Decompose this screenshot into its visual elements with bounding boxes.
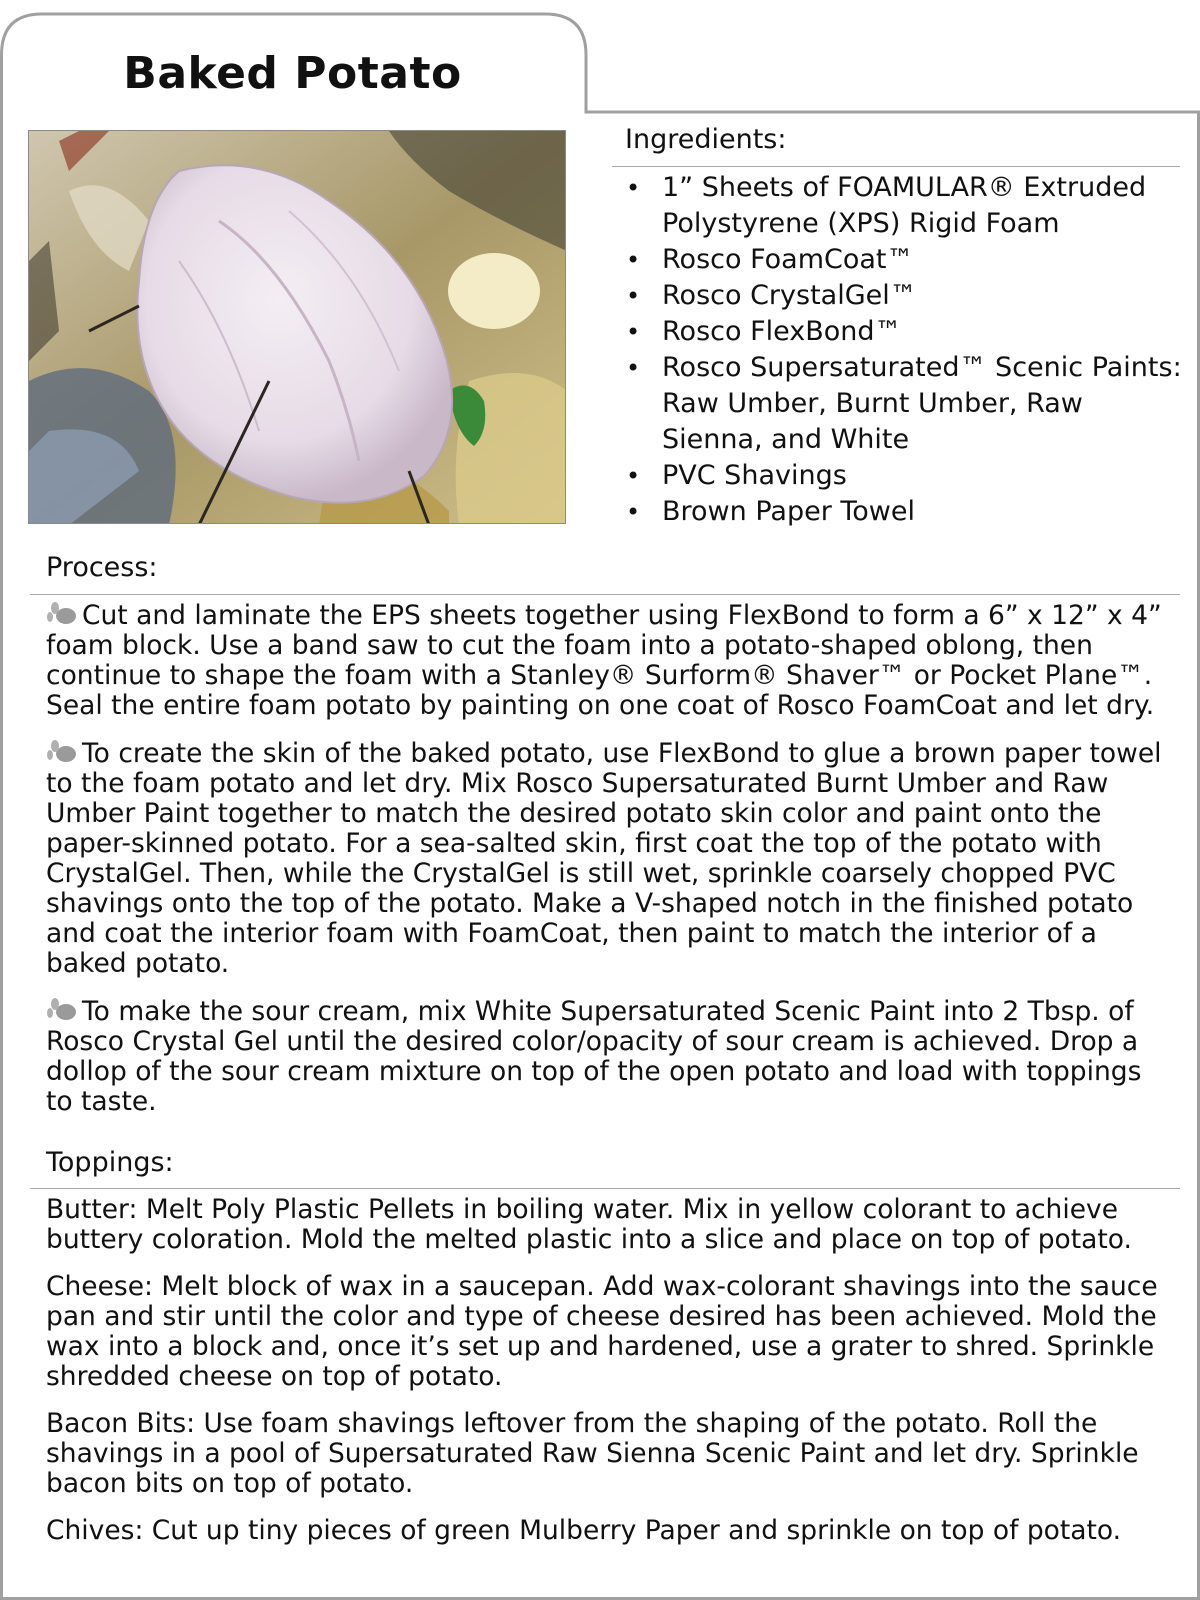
topping-item: Bacon Bits: Use foam shavings leftover from the shaping of the potato. Roll the shavings in a pool of Supersaturated Raw Sienna Scenic Paint and let dry. Sprinkle bacon bits on top of potato. [46,1408,1139,1499]
process-rule [30,594,1180,595]
topping-item: Cheese: Melt block of wax in a saucepan. Add wax-colorant shavings into the sauce pan and stir until the color and type of cheese desired has been achieved. Mold the wax into a block and, once it’s set up and hardened, use a grater to shred. Sprinkle shredded cheese on top of potato. [46,1271,1158,1392]
recipe-title: Baked Potato [123,48,462,99]
ingredients-rule [612,166,1180,167]
process-step [46,600,1176,721]
process-label: Process: [46,552,158,583]
process-step [46,996,1176,1117]
ingredient-item: • PVC Shavings [624,458,1184,494]
topping-item: Chives: Cut up tiny pieces of green Mulberry Paper and sprinkle on top of potato. [46,1515,1122,1546]
topping-item: Butter: Melt Poly Plastic Pellets in boiling water. Mix in yellow colorant to achieve buttery coloration. Mold the melted plastic into a slice and place on top of potato. [46,1194,1132,1255]
ingredient-item: • Rosco CrystalGel™ [624,278,1184,314]
paint-brush-icon [46,738,78,764]
ingredient-item: • 1” Sheets of FOAMULAR® Extruded Polystyrene (XPS) Rigid Foam [624,170,1184,242]
process-step [46,738,1176,979]
process-steps [46,600,1176,1134]
ingredient-item: • Rosco FoamCoat™ [624,242,1184,278]
ingredient-item: • Brown Paper Towel [624,494,1184,530]
ingredients-label: Ingredients: [625,124,787,155]
foam-potato-photo [28,130,566,524]
process-step-text: Cut and laminate the EPS sheets together using FlexBond to form a 6” x 12” x 4” foam block. Use a band saw to cut the foam into a potato-shaped oblong, then continue to shape the foam with a Stanley® Surform® Shaver™ or Pocket Plane™. Seal the entire foam potato by painting on one coat of Rosco FoamCoat and let dry. [46,600,1162,721]
ingredient-item: • Rosco Supersaturated™ Scenic Paints: Raw Umber, Burnt Umber, Raw Sienna, and White [624,350,1184,458]
toppings-list [46,1195,1176,1563]
toppings-rule [30,1188,1180,1189]
toppings-label: Toppings: [46,1147,174,1178]
paint-brush-icon [46,996,78,1022]
process-step-text: To create the skin of the baked potato, use FlexBond to glue a brown paper towel to the foam potato and let dry. Mix Rosco Supersaturated Burnt Umber and Raw Umber Paint together to match the desired potato skin color and paint onto the paper-skinned potato. For a sea-salted skin, first coat the top of the potato with CrystalGel. Then, while the CrystalGel is still wet, sprinkle coarsely chopped PVC shavings onto the top of the potato. Make a V-shaped notch in the finished potato and coat the interior foam with FoamCoat, then paint to match the interior of a baked potato. [46,738,1162,979]
process-step-text: To make the sour cream, mix White Supersaturated Scenic Paint into 2 Tbsp. of Rosco Crystal Gel until the desired color/opacity of sour cream is achieved. Drop a dollop of the sour cream mixture on top of the open potato and load with toppings to taste. [46,996,1142,1117]
paint-brush-icon [46,600,78,626]
ingredient-item: • Rosco FlexBond™ [624,314,1184,350]
ingredients-list [624,170,1184,530]
